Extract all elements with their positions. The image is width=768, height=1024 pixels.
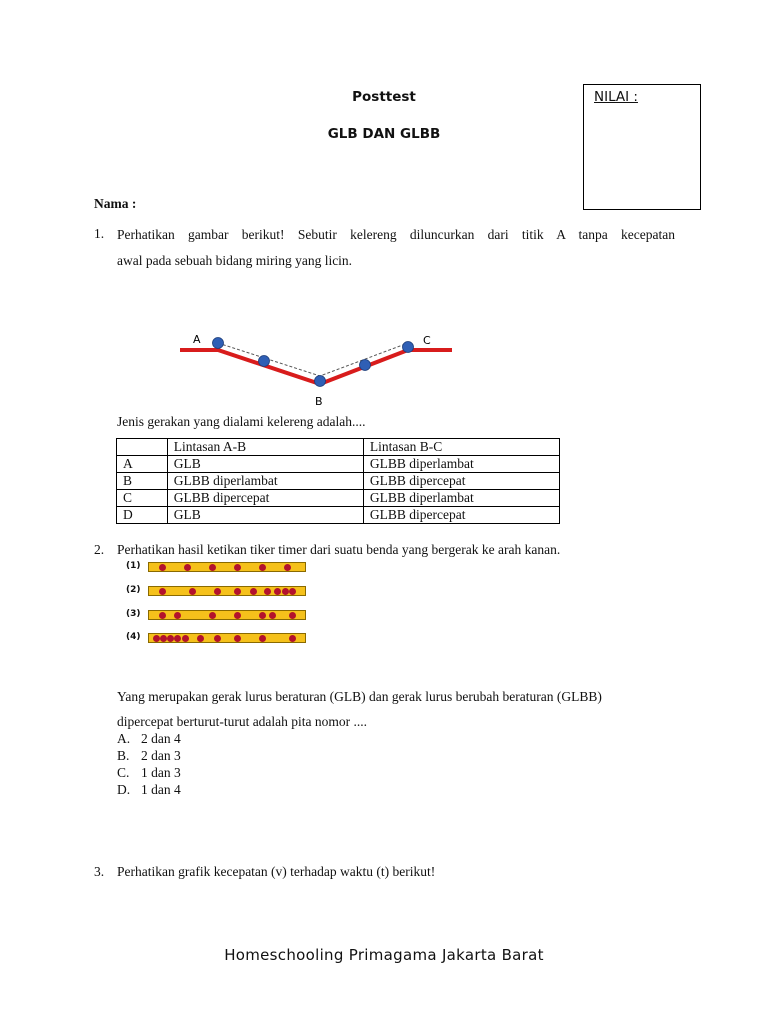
table-cell: GLB bbox=[167, 507, 363, 524]
table-header-cell: Lintasan A-B bbox=[167, 439, 363, 456]
tick-dot bbox=[234, 588, 241, 595]
q3-number: 3. bbox=[94, 864, 105, 879]
q1-question: Jenis gerakan yang dialami kelereng adalah.... bbox=[117, 414, 366, 429]
tick-dot bbox=[159, 588, 166, 595]
option-letter: D. bbox=[117, 782, 131, 797]
marble-ab bbox=[259, 356, 270, 367]
tick-dot bbox=[259, 635, 266, 642]
tick-dot bbox=[259, 564, 266, 571]
ticker-tape bbox=[148, 586, 306, 596]
q2-text: Perhatikan hasil ketikan tiker timer dari suatu benda yang bergerak ke arah kanan. bbox=[117, 542, 561, 557]
score-label: NILAI : bbox=[594, 89, 638, 105]
tick-dot bbox=[214, 635, 221, 642]
marble-c bbox=[403, 342, 414, 353]
tick-dot bbox=[289, 635, 296, 642]
point-c-label: C bbox=[423, 334, 431, 347]
marble-a bbox=[213, 338, 224, 349]
q1-text-line1: Perhatikan gambar berikut! Sebutir kelereng diluncurkan dari titik A tanpa kecepatan bbox=[117, 227, 675, 242]
table-cell: GLB bbox=[167, 456, 363, 473]
table-row bbox=[117, 490, 560, 507]
table-header-cell bbox=[117, 439, 168, 456]
tick-dot bbox=[289, 588, 296, 595]
tick-dot bbox=[234, 564, 241, 571]
q3-text: Perhatikan grafik kecepatan (v) terhadap waktu (t) berikut! bbox=[117, 864, 436, 879]
tick-dot bbox=[209, 612, 216, 619]
tick-dot bbox=[250, 588, 257, 595]
score-box bbox=[583, 84, 701, 210]
table-cell: GLBB diperlambat bbox=[363, 456, 559, 473]
option-item bbox=[117, 781, 181, 798]
q2-number: 2. bbox=[94, 542, 105, 557]
table-row bbox=[117, 507, 560, 524]
table-cell: B bbox=[117, 473, 168, 490]
option-letter: A. bbox=[117, 731, 131, 746]
tick-dot bbox=[184, 564, 191, 571]
tick-dot bbox=[289, 612, 296, 619]
option-text: 2 dan 4 bbox=[141, 731, 181, 746]
option-letter: C. bbox=[117, 765, 130, 780]
tick-dot bbox=[282, 588, 289, 595]
tape-label: (2) bbox=[126, 585, 141, 595]
page-title: Posttest bbox=[352, 89, 416, 105]
tape-label: (1) bbox=[126, 561, 141, 571]
answer-table bbox=[116, 438, 560, 524]
table-cell: A bbox=[117, 456, 168, 473]
q1-text-line2: awal pada sebuah bidang miring yang licin. bbox=[117, 253, 353, 268]
tick-dot bbox=[174, 635, 181, 642]
tick-dot bbox=[174, 612, 181, 619]
option-item bbox=[117, 764, 181, 781]
table-cell: GLBB dipercepat bbox=[363, 507, 559, 524]
table-cell: C bbox=[117, 490, 168, 507]
tick-dot bbox=[264, 588, 271, 595]
option-text: 1 dan 4 bbox=[141, 782, 181, 797]
q1-number: 1. bbox=[94, 226, 105, 241]
tick-dot bbox=[197, 635, 204, 642]
tick-dot bbox=[160, 635, 167, 642]
table-row bbox=[117, 456, 560, 473]
tick-dot bbox=[274, 588, 281, 595]
q2-question-line1: Yang merupakan gerak lurus beraturan (GLB) dan gerak lurus berubah beraturan (GLBB) bbox=[117, 689, 602, 704]
point-b-label: B bbox=[315, 395, 323, 408]
table-cell: GLBB diperlambat bbox=[167, 473, 363, 490]
ticker-tape bbox=[148, 610, 306, 620]
table-cell: GLBB dipercepat bbox=[363, 473, 559, 490]
tick-dot bbox=[284, 564, 291, 571]
option-text: 2 dan 3 bbox=[141, 748, 181, 763]
point-a-label: A bbox=[193, 333, 201, 346]
option-item bbox=[117, 747, 181, 764]
tick-dot bbox=[189, 588, 196, 595]
marble-b bbox=[315, 376, 326, 387]
name-label: Nama : bbox=[94, 196, 137, 211]
tick-dot bbox=[153, 635, 160, 642]
footer-text: Homeschooling Primagama Jakarta Barat bbox=[224, 946, 544, 964]
tick-dot bbox=[214, 588, 221, 595]
tick-dot bbox=[209, 564, 216, 571]
table-header-row bbox=[117, 439, 560, 456]
option-text: 1 dan 3 bbox=[141, 765, 181, 780]
tick-dot bbox=[259, 612, 266, 619]
table-header-cell: Lintasan B-C bbox=[363, 439, 559, 456]
tick-dot bbox=[234, 612, 241, 619]
tick-dot bbox=[159, 612, 166, 619]
q2-options bbox=[117, 730, 181, 798]
option-letter: B. bbox=[117, 748, 130, 763]
ticker-tape bbox=[148, 562, 306, 572]
ticker-tape bbox=[148, 633, 306, 643]
q2-question-line2: dipercepat berturut-turut adalah pita nomor .... bbox=[117, 714, 368, 729]
incline-diagram bbox=[170, 328, 460, 408]
tick-dot bbox=[269, 612, 276, 619]
tick-dot bbox=[234, 635, 241, 642]
tick-dot bbox=[159, 564, 166, 571]
tape-label: (4) bbox=[126, 632, 141, 642]
table-cell: GLBB diperlambat bbox=[363, 490, 559, 507]
table-row bbox=[117, 473, 560, 490]
page-subtitle: GLB DAN GLBB bbox=[327, 126, 441, 142]
option-item bbox=[117, 730, 181, 747]
tape-label: (3) bbox=[126, 609, 141, 619]
tick-dot bbox=[182, 635, 189, 642]
table-cell: GLBB dipercepat bbox=[167, 490, 363, 507]
table-cell: D bbox=[117, 507, 168, 524]
marble-bc bbox=[360, 360, 371, 371]
tick-dot bbox=[167, 635, 174, 642]
